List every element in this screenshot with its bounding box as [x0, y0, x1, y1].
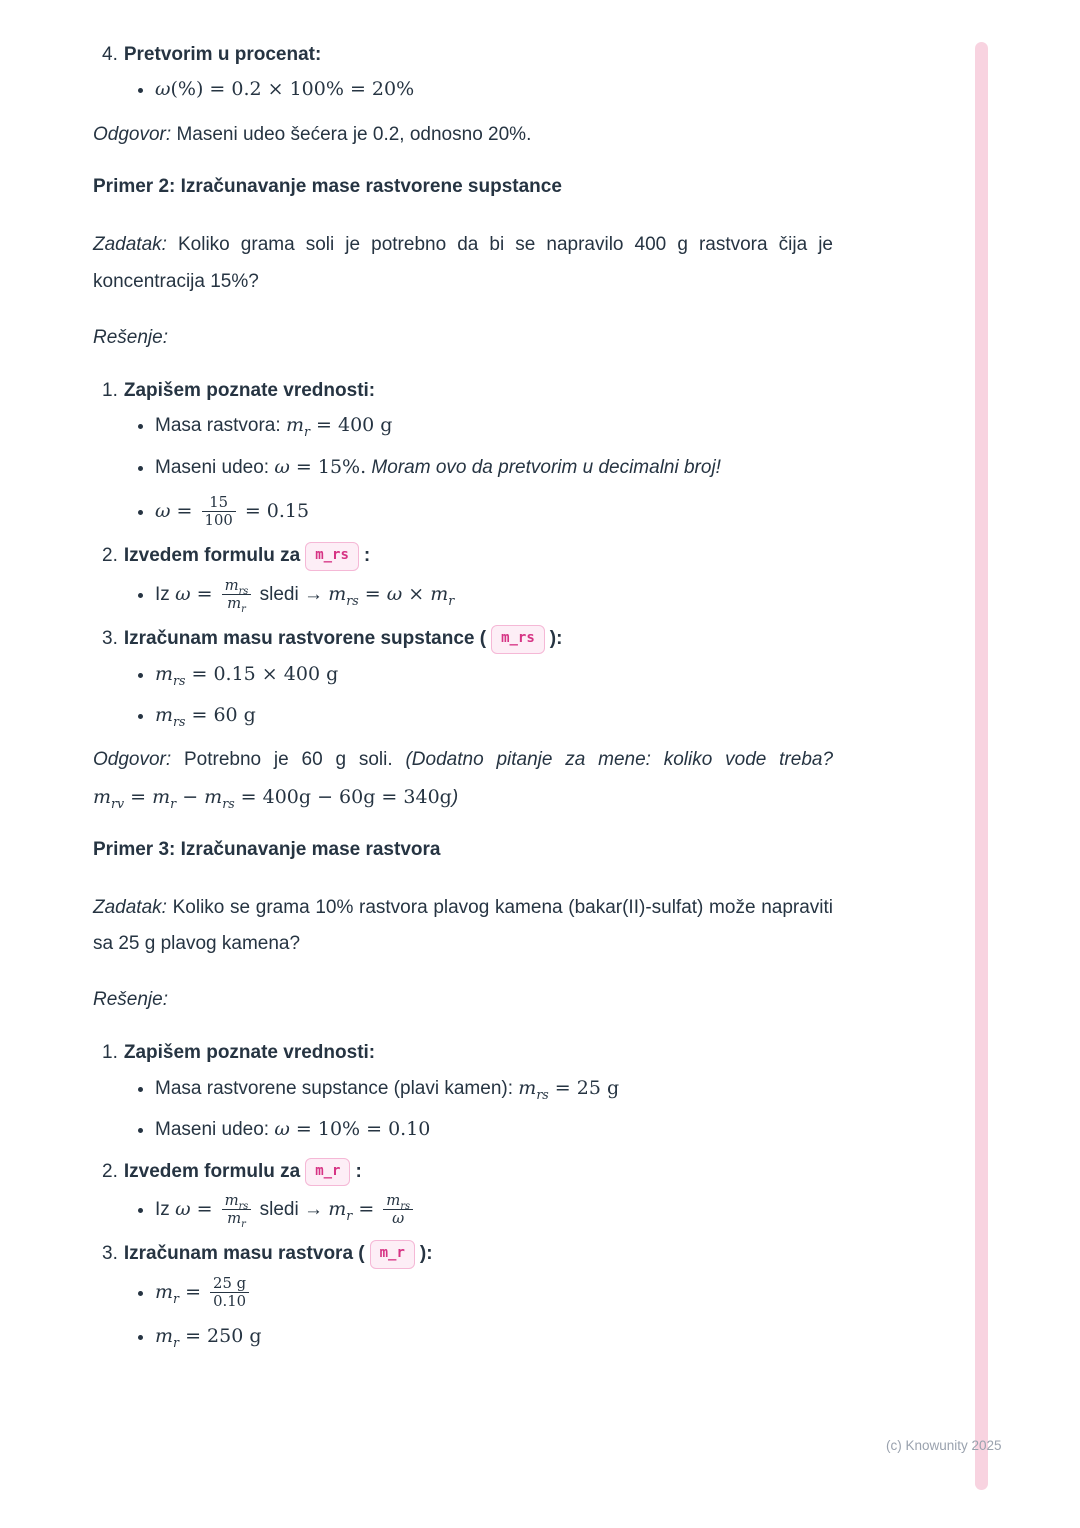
fraction: $\frac{25 g}{0.10}$	[210, 1275, 249, 1310]
math-expression: ω(%) = 0.2 × 100% = 20%	[155, 78, 415, 101]
step-4	[93, 40, 833, 105]
step-heading	[93, 1239, 833, 1269]
fraction: $\frac{m_{rs}}{m_r}$	[222, 577, 252, 612]
step-title: Pretvorim u procenat:	[123, 44, 322, 65]
primer-3-step-3	[93, 1239, 833, 1351]
answer-note-open: (Dodatno pitanje za mene: koliko vode treba?	[405, 749, 834, 771]
step-number: 3.	[102, 1243, 118, 1265]
math-bullet	[155, 1275, 833, 1310]
step-title: Izvedem formulu za	[123, 1160, 301, 1182]
step-number: 2.	[102, 1160, 118, 1182]
copyright-footer: (c) Knowunity 2025	[886, 1438, 1002, 1453]
solution-label: Rešenje:	[93, 326, 168, 348]
primer-2-step-3	[93, 624, 833, 731]
math-expression: $m_r$ = $\frac{25 g}{0.10}$	[155, 1281, 252, 1303]
math-bullet	[155, 1322, 833, 1351]
math-expression: $m_{rs} = 25$ g	[518, 1076, 620, 1102]
bullet-item	[155, 453, 833, 482]
step-title: Zapišem poznate vrednosti:	[123, 379, 376, 401]
bullet-label: Iz	[155, 583, 170, 605]
step-heading	[93, 1038, 833, 1067]
step-heading	[93, 1157, 833, 1187]
bullet-item	[155, 576, 833, 615]
answer-text: Potrebno je 60 g soli.	[183, 749, 393, 771]
primer-2-solution-label	[93, 320, 833, 356]
code-chip-m-rs: m_rs	[305, 542, 359, 571]
math-bullet	[155, 701, 833, 730]
math-expression: $m_{rs} = 60$ g	[155, 704, 256, 729]
step-title: Izračunam masu rastvora (	[123, 1243, 365, 1265]
primer-3-solution-label	[93, 982, 833, 1018]
page-edge-stripe	[975, 42, 988, 1490]
primer-2-step-1	[93, 376, 833, 529]
answer-note-close: )	[451, 786, 459, 808]
step-4-bullets	[93, 75, 833, 104]
document-content	[93, 40, 833, 1364]
fraction: $\frac{m_{rs}}{m_r}$	[222, 1192, 252, 1227]
primer-3-task	[93, 890, 833, 962]
math-bullet	[155, 660, 833, 689]
math-expression: ω = 15%.	[274, 455, 367, 478]
math-expression: $m_{rs} = 0.15 \times 400$ g	[155, 662, 339, 688]
step-heading	[93, 624, 833, 654]
primer-2-heading: Primer 2: Izračunavanje mase rastvorene supstance	[93, 175, 562, 197]
bullet-label: Maseni udeo:	[155, 456, 270, 478]
fraction: $\frac{m_{rs}}{\omega}$	[383, 1192, 413, 1227]
primer-2-step-2	[93, 541, 833, 615]
math-expression: ω = $\frac{m_{rs}}{m_r}$	[175, 583, 254, 605]
math-expression: $m_{rs} = \omega \times m_r$	[328, 582, 455, 608]
bullet-item	[155, 1074, 833, 1103]
code-chip-m-r: m_r	[305, 1158, 350, 1187]
primer-2-task	[93, 227, 833, 299]
answer-label: Odgovor:	[93, 749, 172, 771]
math-expression: ω = 10% = 0.10	[274, 1118, 431, 1141]
step-title-colon: :	[363, 545, 371, 567]
step-bullets	[93, 1074, 833, 1145]
primer-3-step-1	[93, 1038, 833, 1144]
step-bullets	[93, 576, 833, 615]
math-expression: ω = $\frac{15}{100}$ = 0.15	[155, 494, 310, 530]
step-bullets	[93, 411, 833, 529]
step-heading	[93, 541, 833, 571]
math-expression: $m_r = 250$ g	[155, 1325, 262, 1351]
step-number: 4.	[102, 44, 118, 65]
bullet-item	[155, 1115, 833, 1144]
connector-text: sledi →	[259, 1199, 323, 1221]
bullet-item	[155, 411, 833, 440]
step-title: Zapišem poznate vrednosti:	[123, 1042, 376, 1064]
step-number: 2.	[102, 545, 118, 567]
math-expression: $m_r$ = $\frac{m_{rs}}{\omega}$	[328, 1198, 416, 1220]
step-title-close: ):	[549, 627, 563, 649]
bullet-label: Iz	[155, 1199, 170, 1221]
math-expression: $m_{rv} = m_r - m_{rs} = 400g - 60g = 340g$	[93, 785, 452, 811]
step-bullets	[93, 1192, 833, 1231]
bullet-label: Masa rastvorene supstance (plavi kamen):	[155, 1077, 513, 1099]
bullet-item	[155, 1192, 833, 1231]
bullet-label: Maseni udeo:	[155, 1119, 270, 1141]
step-title: Izvedem formulu za	[123, 545, 301, 567]
step-number: 1.	[102, 1042, 118, 1064]
math-expression: $m_r = 400$ g	[285, 414, 393, 439]
task-label: Zadatak:	[93, 234, 167, 256]
primer-3-heading: Primer 3: Izračunavanje mase rastvora	[93, 838, 441, 860]
bullet-item	[155, 494, 833, 529]
fraction: $\frac{15}{100}$	[202, 494, 236, 529]
solution-label: Rešenje:	[93, 989, 168, 1011]
code-chip-m-r: m_r	[370, 1240, 415, 1269]
answer-paragraph-1	[93, 117, 833, 153]
connector-text: sledi →	[259, 583, 323, 605]
answer-text: Maseni udeo šećera je 0.2, odnosno 20%.	[176, 123, 532, 145]
step-title: Izračunam masu rastvorene supstance (	[123, 627, 487, 649]
step-heading	[93, 376, 833, 405]
code-chip-m-rs: m_rs	[491, 625, 545, 654]
step-number: 3.	[102, 627, 118, 649]
math-expression: ω = $\frac{m_{rs}}{m_r}$	[175, 1198, 254, 1220]
step-4-heading	[93, 40, 833, 69]
step-bullets	[93, 660, 833, 731]
task-text: Koliko se grama 10% rastvora plavog kamena (bakar(II)-sulfat) može napraviti sa 25 g plavog kamena?	[93, 897, 834, 955]
step-bullets	[93, 1275, 833, 1352]
answer-paragraph-2	[93, 742, 833, 815]
task-label: Zadatak:	[93, 897, 167, 919]
bullet-note: Moram ovo da pretvorim u decimalni broj!	[371, 456, 721, 478]
bullet-label: Masa rastvora:	[155, 415, 281, 437]
answer-label: Odgovor:	[93, 123, 172, 145]
step-title-close: ):	[419, 1243, 433, 1265]
step-title-colon: :	[355, 1160, 362, 1182]
step-number: 1.	[102, 379, 118, 401]
math-bullet	[155, 75, 833, 104]
primer-3-step-2	[93, 1157, 833, 1231]
task-text: Koliko grama soli je potrebno da bi se napravilo 400 g rastvora čija je koncentracija 15%?	[93, 234, 833, 292]
